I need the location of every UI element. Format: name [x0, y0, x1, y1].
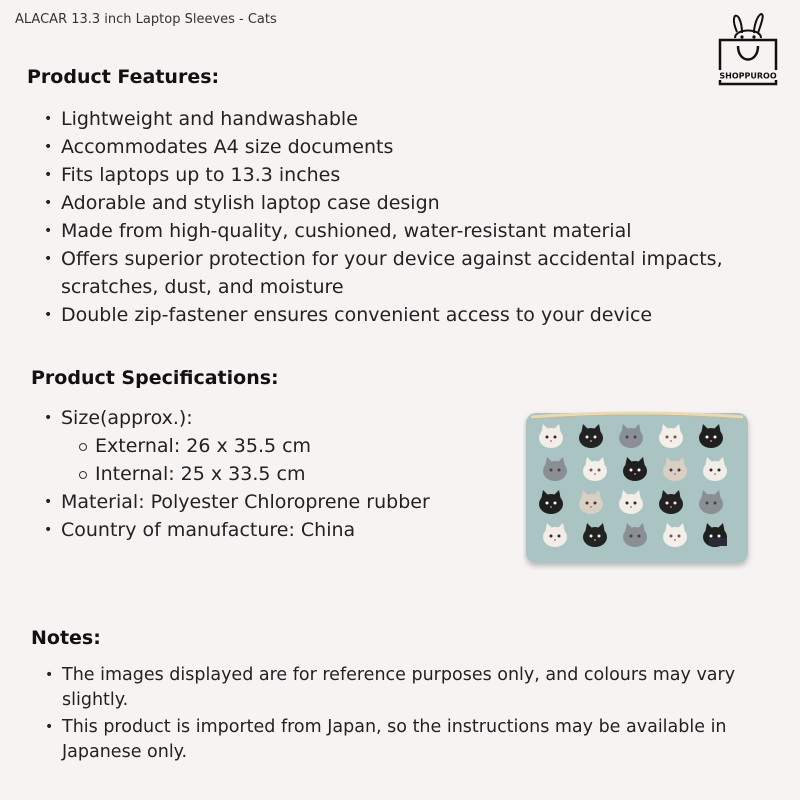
list-item: • Double zip-fastener ensures convenient access to your device	[44, 304, 653, 326]
list-item: • This product is imported from Japan, so the instructions may be available in	[45, 717, 727, 737]
list-item: • Adorable and stylish laptop case design	[44, 192, 440, 214]
page-title: ALACAR 13.3 inch Laptop Sleeves - Cats	[15, 12, 277, 27]
list-item: • Size(approx.): External: 26 x 35.5 cm Internal: 25 x 33.5 cm	[61, 404, 430, 488]
list-item: • Offers superior protection for your device against accidental impacts,	[44, 248, 723, 270]
sublist-item: Internal: 25 x 33.5 cm	[95, 460, 430, 488]
list-item-continuation: slightly.	[62, 690, 129, 710]
list-item: • Accommodates A4 size documents	[44, 136, 394, 158]
features-list	[44, 105, 723, 329]
list-item: • Lightweight and handwashable	[44, 108, 358, 130]
list-item-continuation: scratches, dust, and moisture	[61, 276, 344, 298]
list-item: • Material: Polyester Chloroprene rubber	[44, 491, 430, 513]
list-item: • The images displayed are for reference purposes only, and colours may vary	[45, 665, 736, 685]
laptop-sleeve-image	[523, 408, 753, 570]
list-item: • Made from high-quality, cushioned, water-resistant material	[44, 220, 632, 242]
features-heading: Product Features:	[27, 66, 220, 88]
sublist-item: External: 26 x 35.5 cm	[95, 432, 430, 460]
shoppuroo-logo	[713, 8, 783, 88]
list-item: • Fits laptops up to 13.3 inches	[44, 164, 341, 186]
list-item-continuation: Japanese only.	[62, 742, 188, 762]
notes-heading: Notes:	[31, 627, 101, 649]
list-item: • Country of manufacture: China	[44, 519, 356, 541]
logo-text: SHOPPUROO	[719, 71, 777, 81]
specifications-heading: Product Specifications:	[31, 367, 279, 389]
specifications-list	[44, 404, 430, 544]
notes-list	[45, 663, 736, 767]
size-sublist	[61, 432, 430, 488]
